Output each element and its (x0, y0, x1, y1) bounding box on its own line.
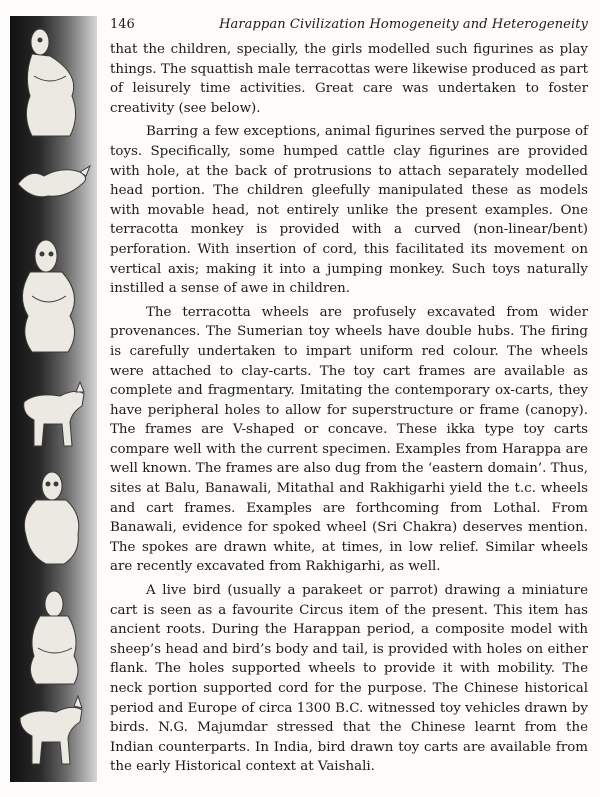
page-header (110, 17, 588, 37)
paragraph: that the children, specially, the girls modelled such figurines as play things. The squattish male terracottas were likewise produced as part of leisurely time activities. Great care was undertaken to foster creativity (see below). (110, 42, 588, 116)
body-text (110, 40, 588, 777)
terracotta-figurines-illustration (10, 16, 97, 782)
running-title: Harappan Civilization Homogeneity and Heterogeneity (219, 17, 588, 32)
decorative-sidebar (10, 16, 97, 782)
female-figurine-icon (26, 29, 75, 136)
mother-goddess-figurine-icon (22, 240, 74, 352)
paragraph: A live bird (usually a parakeet or parrot) drawing a miniature cart is seen as a favourite Circus item of the present. This item has ancient roots. During the Harappan period, a composite model with sheep’s head and bird’s body and tail, is provided with holes on either flank. The holes supported wheels to provide it with mobility. The neck portion supported cord for the purpose. The Chinese historical period and Europe of circa 1300 B.C. witnessed toy vehicles drawn by birds. N.G. Majumdar stressed that the Chinese learnt from the Indian counterparts. In India, bird drawn toy carts are available from the early Historical context at Vaishali. (110, 583, 588, 775)
bird-figurine-icon (18, 166, 90, 197)
page-number: 146 (110, 17, 135, 32)
bull-figurine-icon (20, 696, 82, 764)
animal-figurine-icon (24, 382, 84, 446)
paragraph: The terracotta wheels are profusely excavated from wider provenances. The Sumerian toy wheels have double hubs. The firing is carefully undertaken to impart uniform red colour. The wheels were attached to clay-carts. The toy cart frames are available as complete and fragmentary. Imitating the contemporary ox-carts, they have peripheral holes to allow for superstructure or frame (canopy). The frames are V-shaped or concave. These ikka type toy carts compare well with the current specimen. Examples from Harappa are well known. The frames are also dug from the ‘eastern domain’. Thus, sites at Balu, Banawali, Mitathal and Rakhigarhi yield the t.c. wheels and cart frames. Examples are forthcoming from Lothal. From Banawali, evidence for spoked wheel (Sri Chakra) deserves mention. The spokes are drawn white, at times, in low relief. Similar wheels are recently excavated from Rakhigarhi, as well. (110, 304, 588, 575)
paragraph: Barring a few exceptions, animal figurines served the purpose of toys. Specifically, some humped cattle clay figurines are provided with hole, at the back of protrusions to attach separately modelled head portion. The children gleefully manipulated these as models with movable head, not entirely unlike the present examples. One terracotta monkey is provided with a curved (non-linear/bent) perforation. With insertion of cord, this facilitated its movement on vertical axis; making it into a jumping monkey. Such toys naturally instilled a sense of awe in children. (110, 124, 588, 297)
standing-figurine-icon (30, 591, 78, 684)
bust-figurine-icon (24, 472, 78, 564)
